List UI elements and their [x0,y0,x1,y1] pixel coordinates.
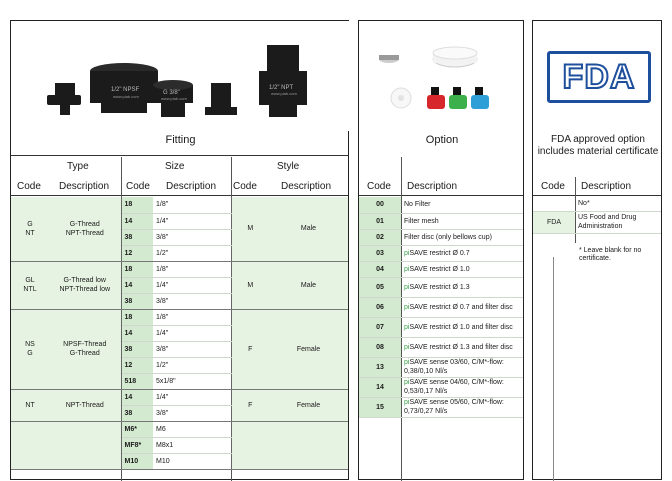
option-title: Option [425,134,459,146]
option-code-cell: 05 [359,277,401,297]
option-description-text: SAVE restrict Ø 1.0 and filter disc [409,323,513,331]
fitting-label-1: 1/2" NPSF [111,87,140,93]
type-code-cell: NT [11,389,49,421]
size-description-cell: M6 [153,421,231,437]
fitting-label-3-url: www.piab.com [271,91,297,96]
table-row [11,197,348,213]
fda-code-header: Code [541,181,565,192]
size-description-cell: 1/4" [153,213,231,229]
size-code-cell: 18 [121,197,153,213]
pi-prefix: pi [404,379,410,386]
size-description-cell: 5x1/8" [153,373,231,389]
fitting-panel [10,20,349,480]
option-description-cell [401,213,523,229]
fda-code-cell [533,197,575,211]
pisave-restrict-icon [391,88,411,108]
option-description-header: Description [407,181,458,192]
fitting-divider [11,155,348,156]
size-code-cell: M6* [121,421,153,437]
option-code-cell: 00 [359,197,401,213]
size-code-cell: 14 [121,325,153,341]
table-row [359,229,523,245]
option-description-cell [401,277,523,297]
size-description-cell: 1/8" [153,197,231,213]
option-code-cell: 02 [359,229,401,245]
size-description-cell: 1/4" [153,389,231,405]
size-description-cell: 1/4" [153,277,231,293]
style-group-header: Style [277,161,300,172]
option-panel [358,20,524,480]
option-description-text: SAVE restrict Ø 0.7 and filter disc [409,303,513,311]
type-code-cell: G NT [11,197,49,261]
size-group-header: Size [165,161,185,172]
fda-description-header: Description [581,181,632,192]
pisave-sense-icon [427,87,489,109]
type-description-cell: NPT-Thread [49,389,121,421]
option-code-cell: 04 [359,261,401,277]
fitting-table [11,197,348,470]
size-code-cell: 38 [121,293,153,309]
size-description-cell: 1/2" [153,357,231,373]
style-description-header: Description [281,181,332,192]
pi-prefix: pi [404,323,410,331]
option-description-cell [401,377,523,397]
type-code-header: Code [17,181,41,192]
size-code-cell: 38 [121,341,153,357]
pi-prefix: pi [404,343,410,351]
fitting-header-divider [11,195,348,196]
size-description-cell: 3/8" [153,229,231,245]
size-description-cell: 1/8" [153,309,231,325]
option-code-cell: 14 [359,377,401,397]
size-code-cell: 18 [121,309,153,325]
option-code-cell: 03 [359,245,401,261]
table-row [359,357,523,377]
pi-prefix: pi [404,283,410,291]
style-code-cell: M [231,261,269,309]
style-code-cell: F [231,309,269,389]
fitting-label-2: G 3/8" [163,90,180,96]
fda-logo [547,51,651,103]
table-row [359,197,523,213]
option-description-text: SAVE restrict Ø 0.7 [409,249,470,257]
size-code-cell: 38 [121,229,153,245]
size-code-cell: M10 [121,453,153,469]
option-description-text: Filter disc (only bellows cup) [404,233,492,241]
option-description-text: SAVE restrict Ø 1.3 [409,283,470,291]
table-row [359,213,523,229]
option-description-text: SAVE restrict Ø 1.3 and filter disc [409,343,513,351]
size-description-cell: M10 [153,453,231,469]
size-description-cell: 3/8" [153,293,231,309]
type-description-header: Description [59,181,110,192]
size-code-header: Code [126,181,150,192]
size-code-cell: 38 [121,405,153,421]
type-description-cell [49,421,121,469]
style-description-cell: Female [269,309,348,389]
table-row [533,197,661,211]
option-code-cell: 06 [359,297,401,317]
style-code-cell: M [231,197,269,261]
style-code-cell: F [231,389,269,421]
option-product-image [359,21,525,121]
type-description-cell: G-Thread NPT-Thread [49,197,121,261]
fitting-label-3: 1/2" NPT [269,85,294,91]
table-row [359,337,523,357]
pi-prefix: pi [404,249,410,257]
fitting-title: Fitting [165,134,196,146]
table-row [359,245,523,261]
option-description-text: Filter mesh [404,217,439,225]
option-description-cell [401,317,523,337]
table-row [359,277,523,297]
option-description-text: SAVE restrict Ø 1.0 [409,265,470,273]
type-code-cell: NS G [11,309,49,389]
style-code-cell [231,421,269,469]
fitting-product-image [11,21,350,131]
table-row [359,297,523,317]
option-description-cell [401,245,523,261]
size-code-cell: 14 [121,389,153,405]
size-code-cell: 14 [121,277,153,293]
fda-description-cell: No* [575,197,661,211]
filter-disc-icon [433,47,477,67]
size-description-cell: 3/8" [153,341,231,357]
size-description-cell: 3/8" [153,405,231,421]
option-code-header: Code [367,181,391,192]
table-row [11,309,348,325]
table-row [359,377,523,397]
pi-prefix: pi [404,399,410,406]
table-row [359,261,523,277]
option-description-cell [401,297,523,317]
option-description-cell [401,197,523,213]
option-description-text: SAVE sense 03/60, C/M*-flow: 0,38/0,10 Nl/s [404,359,504,375]
size-code-cell: 12 [121,245,153,261]
type-group-header: Type [67,161,89,172]
style-code-header: Code [233,181,257,192]
size-code-cell: 18 [121,261,153,277]
size-description-cell: 1/4" [153,325,231,341]
style-description-cell: Male [269,197,348,261]
table-row [11,421,348,437]
table-row [359,397,523,417]
option-description-text: SAVE sense 05/60, C/M*-flow: 0,73/0,27 Nl/s [404,399,504,415]
table-row [11,389,348,405]
option-code-cell: 15 [359,397,401,417]
style-description-cell: Male [269,261,348,309]
style-description-cell [269,421,348,469]
option-description-cell [401,229,523,245]
fitting-label-1-url: www.piab.com [113,94,139,99]
fda-table [533,197,661,234]
type-description-cell: NPSF-Thread G-Thread [49,309,121,389]
table-row [11,261,348,277]
type-description-cell: G-Thread low NPT-Thread low [49,261,121,309]
option-description-cell [401,397,523,417]
type-code-cell: GL NTL [11,261,49,309]
pi-prefix: pi [404,265,410,273]
size-description-cell: 1/8" [153,261,231,277]
option-table [359,197,523,418]
fda-code-cell: FDA [533,211,575,233]
size-code-cell: 518 [121,373,153,389]
option-description-text: No Filter [404,201,431,209]
table-row [533,211,661,233]
style-description-cell: Female [269,389,348,421]
fda-panel [532,20,662,480]
fda-title: FDA approved option includes material certificate [537,134,659,157]
fda-header-divider [533,195,661,196]
option-code-cell: 08 [359,337,401,357]
option-description-text: SAVE sense 04/60, C/M*-flow: 0,53/0,17 Nl/s [404,379,504,395]
size-description-header: Description [166,181,217,192]
type-code-cell [11,421,49,469]
table-row [359,317,523,337]
option-description-cell [401,261,523,277]
option-code-cell: 01 [359,213,401,229]
pi-prefix: pi [404,359,410,366]
size-description-cell: 1/2" [153,245,231,261]
option-description-cell [401,337,523,357]
filter-mesh-icon [379,55,399,63]
fda-description-cell: US Food and Drug Administration [575,211,661,233]
fitting-label-2-url: www.piab.com [161,96,187,101]
size-code-cell: MF8* [121,437,153,453]
size-code-cell: 12 [121,357,153,373]
size-code-cell: 14 [121,213,153,229]
option-description-cell [401,357,523,377]
pi-prefix: pi [404,303,410,311]
option-code-cell: 13 [359,357,401,377]
option-header-divider [359,195,523,196]
option-code-cell: 07 [359,317,401,337]
fda-footnote: * Leave blank for no certificate. [579,247,642,262]
size-description-cell: M8x1 [153,437,231,453]
fda-logo-text: FDA [562,57,636,96]
